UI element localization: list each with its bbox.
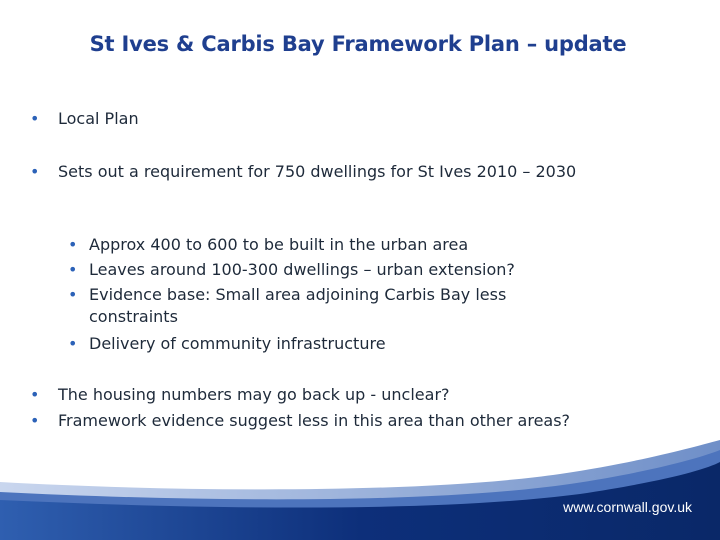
sub-bullet-item <box>68 284 588 328</box>
bullet-item <box>30 161 630 183</box>
slide-title: St Ives & Carbis Bay Framework Plan – update <box>89 32 627 56</box>
sub-bullet-item <box>68 258 628 282</box>
bullet-item <box>30 410 680 432</box>
bullet-marker: • <box>30 162 40 181</box>
bullet-item <box>30 384 680 406</box>
sub-bullet-marker: • <box>68 285 78 304</box>
sub-bullet-text: Evidence base: Small area adjoining Carbis Bay less constraints <box>89 285 507 326</box>
sub-bullet-marker: • <box>68 334 78 353</box>
bullet-marker: • <box>30 385 40 404</box>
sub-bullet-item <box>68 332 628 356</box>
sub-bullet-text: Approx 400 to 600 to be built in the urban area <box>89 235 469 254</box>
bullet-text: Sets out a requirement for 750 dwellings for St Ives 2010 – 2030 <box>58 162 577 181</box>
sub-bullet-marker: • <box>68 260 78 279</box>
bullet-text: Framework evidence suggest less in this area than other areas? <box>58 411 571 430</box>
bullet-marker: • <box>30 411 40 430</box>
footer-wave-graphic <box>0 430 720 540</box>
bullet-text: Local Plan <box>58 109 139 128</box>
sub-bullet-marker: • <box>68 235 78 254</box>
sub-bullet-text: Delivery of community infrastructure <box>89 334 386 353</box>
bullet-marker: • <box>30 109 40 128</box>
bullet-text: The housing numbers may go back up - unclear? <box>58 385 450 404</box>
footer-url: www.cornwall.gov.uk <box>563 499 692 515</box>
sub-bullet-text: Leaves around 100-300 dwellings – urban extension? <box>89 260 515 279</box>
sub-bullet-item <box>68 233 628 257</box>
footer-band <box>0 430 720 540</box>
bullet-item <box>30 108 680 130</box>
